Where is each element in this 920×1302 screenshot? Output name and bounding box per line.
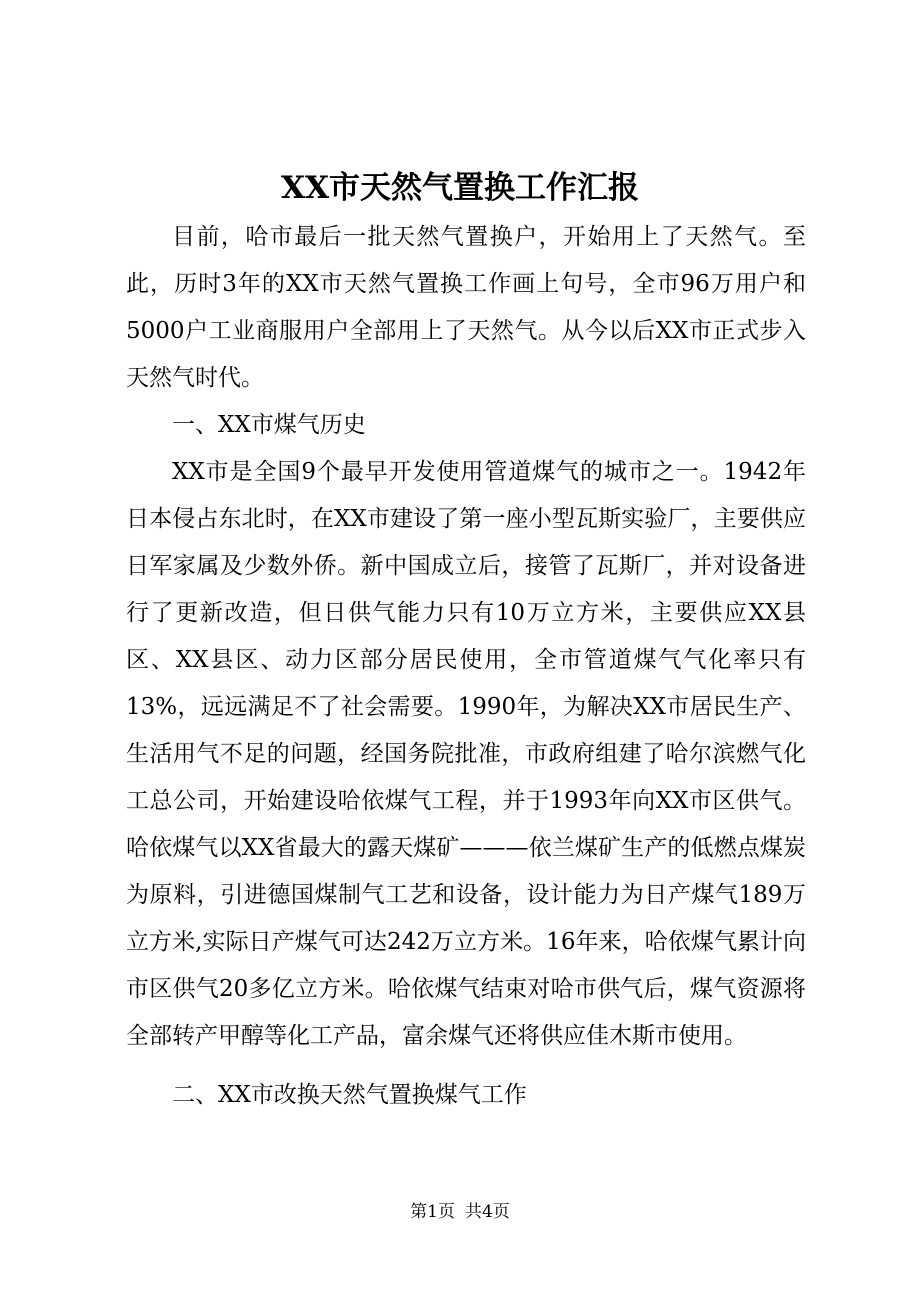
document-body bbox=[126, 214, 806, 1119]
section-1-paragraph: XX市是全国9个最早开发使用管道煤气的城市之一。1942年日本侵占东北时，在XX市建设了第一座小型瓦斯实验厂，主要供应日军家属及少数外侨。新中国成立后，接管了瓦斯厂，并对设备进行了更新改造，但日供气能力只有10万立方米，主要供应XX县区、XX县区、动力区部分居民使用，全市管道煤气气化率只有13%，远远满足不了社会需要。1990年，为解决XX市居民生产、生活用气不足的问题，经国务院批准，市政府组建了哈尔滨燃气化工总公司，开始建设哈依煤气工程，并于1993年向XX市区供气。哈依煤气以XX省最大的露天煤矿———依兰煤矿生产的低燃点煤炭为原料，引进德国煤制气工艺和设备，设计能力为日产煤气189万立方米,实际日产煤气可达242万立方米。16年来，哈依煤气累计向市区供气20多亿立方米。哈依煤气结束对哈市供气后，煤气资源将全部转产甲醇等化工产品，富余煤气还将供应佳木斯市使用。 bbox=[126, 459, 806, 1049]
intro-paragraph: 目前，哈市最后一批天然气置换户，开始用上了天然气。至此，历时3年的XX市天然气置换工作画上句号，全市96万用户和5000户工业商服用户全部用上了天然气。从今以后XX市正式步入天然气时代。 bbox=[126, 224, 806, 391]
section-1-heading: 一、XX市煤气历史 bbox=[172, 412, 366, 438]
page-footer bbox=[0, 1198, 920, 1226]
page-number-current: 第1页 bbox=[410, 1202, 455, 1222]
page-number-total: 共4页 bbox=[465, 1202, 510, 1222]
section-2-heading: 二、XX市改换天然气置换煤气工作 bbox=[172, 1082, 527, 1108]
document-title: XX市天然气置换工作汇报 bbox=[280, 170, 640, 206]
